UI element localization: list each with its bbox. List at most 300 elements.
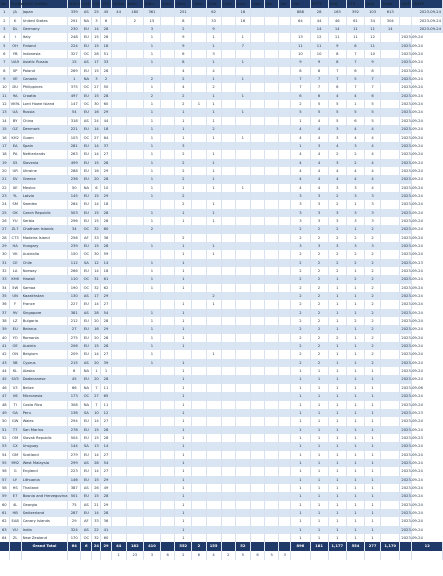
- cell-digi: 1: [365, 401, 381, 409]
- table-row[interactable]: [0, 259, 443, 267]
- table-row[interactable]: [0, 150, 443, 158]
- cell-ft8: 1: [346, 451, 364, 459]
- cell-ssb: 1: [328, 367, 346, 375]
- table-row[interactable]: [0, 401, 443, 409]
- col-header-6m[interactable]: 6m: [265, 0, 279, 8]
- cell-dxcc: 327: [68, 50, 81, 58]
- cell-6m: [265, 442, 279, 450]
- cell-itu: 12: [101, 409, 111, 417]
- cell-itu: 60: [101, 225, 111, 233]
- table-row[interactable]: [0, 392, 443, 400]
- table-row[interactable]: [0, 225, 443, 233]
- cell-nr: 6: [0, 50, 9, 58]
- total-cell-ft8: 554: [346, 542, 364, 550]
- cell-30m: 9: [175, 42, 192, 50]
- cell-ft8: 3: [346, 217, 364, 225]
- cell-ssb: 5: [328, 108, 346, 116]
- cell-nr: 49: [0, 409, 9, 417]
- cell-dxcc-entity: Slovak Republic: [21, 434, 67, 442]
- cell-total: [381, 459, 400, 467]
- cell-80m: [126, 150, 143, 158]
- cell-ft8: 4: [346, 175, 364, 183]
- cell-20m: [192, 300, 206, 308]
- cell-10m: [250, 167, 264, 175]
- table-row[interactable]: [0, 117, 443, 125]
- table-row[interactable]: [0, 434, 443, 442]
- cell-12m: [235, 259, 250, 267]
- cell-itu: 59: [101, 250, 111, 258]
- table-row[interactable]: [0, 359, 443, 367]
- cell-12m: [235, 350, 250, 358]
- col-header-80m[interactable]: 80m: [126, 0, 143, 8]
- cell-total: 613: [381, 8, 400, 16]
- cell-30m: 4: [175, 83, 192, 91]
- col-header-ssb[interactable]: SSB: [328, 0, 346, 8]
- total-cell-cnt: 6: [81, 542, 92, 550]
- cell-nr: 2: [0, 17, 9, 25]
- table-row[interactable]: [0, 250, 443, 258]
- cell-160m: [111, 184, 126, 192]
- cell-12m: [235, 509, 250, 517]
- cell-6m: [265, 426, 279, 434]
- table-row[interactable]: [0, 159, 443, 167]
- cell-qrp: 2023-09-24: [400, 142, 412, 150]
- cell-80m: [126, 300, 143, 308]
- cell-6m: [265, 184, 279, 192]
- col-header-17m[interactable]: 17m: [206, 0, 221, 8]
- cell-160m: [111, 267, 126, 275]
- cell-15m: [221, 75, 235, 83]
- cell-cw: 2: [291, 317, 310, 325]
- cell-total: [381, 492, 400, 500]
- table-row[interactable]: [0, 234, 443, 242]
- col-header-15m[interactable]: 15m: [221, 0, 235, 8]
- cell-digi: 1: [365, 534, 381, 542]
- cell-total: [381, 250, 400, 258]
- cell-80m: [126, 467, 143, 475]
- cell-40m: [161, 42, 175, 50]
- total-cell-30m: 552: [175, 542, 192, 550]
- cell-rtty: 2: [310, 325, 328, 333]
- cell-ft8: 4: [346, 134, 364, 142]
- cell-60m: 1: [143, 217, 160, 225]
- cell-15m: [221, 334, 235, 342]
- cell-6m: [265, 67, 279, 75]
- cell-60m: [143, 501, 160, 509]
- cell-itu: 51: [101, 50, 111, 58]
- cell-prefix: DL: [9, 25, 21, 33]
- cell-6m: [265, 275, 279, 283]
- cell-prefix: GM: [9, 451, 21, 459]
- col-header-60m[interactable]: 60m: [143, 0, 160, 8]
- cell-nr: 37: [0, 309, 9, 317]
- cell-dxcc-entity: Ukraine: [21, 167, 67, 175]
- table-row[interactable]: [0, 526, 443, 534]
- cell-cnt: OC: [81, 284, 92, 292]
- cell-2m: [279, 384, 291, 392]
- cell-10m: [250, 159, 264, 167]
- cell-digi: 7: [365, 75, 381, 83]
- cell-prefix: SV5: [9, 375, 21, 383]
- table-row[interactable]: [0, 25, 443, 33]
- table-row[interactable]: [0, 292, 443, 300]
- cell-17m: 2: [206, 83, 221, 91]
- cell-dxcc-entity: Japan: [21, 8, 67, 16]
- table-row[interactable]: [0, 409, 443, 417]
- table-row[interactable]: [0, 167, 443, 175]
- cell-17m: [206, 375, 221, 383]
- cell-2m: [279, 167, 291, 175]
- cell-dxcc-entity: San Marino: [21, 426, 67, 434]
- cell-prefix: UN: [9, 292, 21, 300]
- cell-2m: [279, 409, 291, 417]
- cell-60m: [143, 417, 160, 425]
- cell-160m: [111, 476, 126, 484]
- subtotal-cell-total: [381, 551, 400, 560]
- table-row[interactable]: [0, 534, 443, 542]
- table-row[interactable]: [0, 209, 443, 217]
- table-row[interactable]: [0, 417, 443, 425]
- cell-10m: [250, 267, 264, 275]
- cell-80m: [126, 426, 143, 434]
- cell-cq: 15: [92, 159, 101, 167]
- cell-digi: 2: [365, 350, 381, 358]
- table-row[interactable]: [0, 442, 443, 450]
- table-row[interactable]: [0, 350, 443, 358]
- cell-12m: 1: [235, 58, 250, 66]
- table-row[interactable]: [0, 426, 443, 434]
- cell-10m: [250, 242, 264, 250]
- cell-40m: [161, 526, 175, 534]
- cell-17m: [206, 509, 221, 517]
- table-row[interactable]: [0, 134, 443, 142]
- cell-qrp: 2023-09-24: [400, 501, 412, 509]
- cell-rtty: 10: [310, 50, 328, 58]
- cell-ssb: 3: [328, 159, 346, 167]
- cell-ft8: 1: [346, 309, 364, 317]
- cell-60m: 361: [143, 8, 160, 16]
- table-row[interactable]: [0, 200, 443, 208]
- cell-qrp: 2023-09-24: [400, 292, 412, 300]
- col-header-cw[interactable]: CW: [291, 0, 310, 8]
- cell-40m: [161, 142, 175, 150]
- cell-10m: [250, 325, 264, 333]
- cell-17m: 1: [206, 350, 221, 358]
- col-header-qrp[interactable]: QRP: [400, 0, 412, 8]
- table-row[interactable]: [0, 33, 443, 41]
- cell-17m: [206, 225, 221, 233]
- cell-dxcc: 170: [68, 534, 81, 542]
- cell-itu: 28: [101, 334, 111, 342]
- col-header-prefix[interactable]: Prefix: [9, 0, 21, 8]
- col-header-date[interactable]: DATE: [412, 0, 443, 8]
- cell-40m: [161, 275, 175, 283]
- cell-60m: 3: [143, 25, 160, 33]
- cell-ssb: 14: [328, 25, 346, 33]
- cell-17m: [206, 275, 221, 283]
- cell-60m: [143, 434, 160, 442]
- cell-total: [381, 384, 400, 392]
- cell-total: [381, 359, 400, 367]
- col-header-dxcc-entity[interactable]: DXCC Entity: [21, 0, 67, 8]
- cell-prefix: 9M2: [9, 459, 21, 467]
- table-row[interactable]: [0, 192, 443, 200]
- col-header-10m[interactable]: 10m: [250, 0, 264, 8]
- cell-cw: 2: [291, 300, 310, 308]
- cell-cw: 2: [291, 350, 310, 358]
- cell-40m: [161, 426, 175, 434]
- cell-17m: [206, 517, 221, 525]
- cell-cnt: AS: [81, 58, 92, 66]
- cell-30m: 1: [175, 108, 192, 116]
- cell-160m: [111, 300, 126, 308]
- cell-80m: [126, 334, 143, 342]
- table-row[interactable]: [0, 467, 443, 475]
- col-header-160m[interactable]: 160m: [111, 0, 126, 8]
- cell-17m: 1: [206, 250, 221, 258]
- table-row[interactable]: [0, 375, 443, 383]
- cell-qrp: 2023-09-24: [400, 284, 412, 292]
- cell-10m: [250, 484, 264, 492]
- cell-15m: [221, 192, 235, 200]
- cell-17m: 1: [206, 159, 221, 167]
- cell-digi: 1: [365, 501, 381, 509]
- cell-2m: [279, 175, 291, 183]
- cell-dxcc-entity: Netherlands: [21, 150, 67, 158]
- cell-60m: 1: [143, 275, 160, 283]
- cell-qrp: 2023-09-24: [400, 517, 412, 525]
- cell-10m: [250, 125, 264, 133]
- table-row[interactable]: [0, 142, 443, 150]
- cell-itu: 50: [101, 83, 111, 91]
- cell-cq: 14: [92, 509, 101, 517]
- table-row[interactable]: [0, 509, 443, 517]
- cell-20m: [192, 159, 206, 167]
- col-header-dxcc[interactable]: DXCC: [68, 0, 81, 8]
- cell-total: [381, 367, 400, 375]
- cell-40m: [161, 75, 175, 83]
- cell-total: [381, 267, 400, 275]
- cell-160m: [111, 242, 126, 250]
- table-row[interactable]: [0, 300, 443, 308]
- cell-40m: [161, 67, 175, 75]
- table-row[interactable]: [0, 451, 443, 459]
- cell-cnt: OC: [81, 275, 92, 283]
- table-row[interactable]: [0, 83, 443, 91]
- subtotal-cell-itu: [101, 551, 111, 560]
- cell-60m: [143, 476, 160, 484]
- cell-15m: [221, 242, 235, 250]
- cell-17m: 2: [206, 125, 221, 133]
- cell-qrp: 2023-09-24: [400, 159, 412, 167]
- table-row[interactable]: [0, 325, 443, 333]
- table-row[interactable]: [0, 367, 443, 375]
- cell-digi: 1: [365, 426, 381, 434]
- cell-ft8: 1: [346, 501, 364, 509]
- cell-30m: 2: [175, 167, 192, 175]
- cell-15m: [221, 317, 235, 325]
- cell-ft8: 1: [346, 492, 364, 500]
- cell-total: [381, 401, 400, 409]
- col-header-2m[interactable]: 2m: [279, 0, 291, 8]
- table-row[interactable]: [0, 125, 443, 133]
- cell-prefix: YL: [9, 192, 21, 200]
- cell-2m: [279, 108, 291, 116]
- cell-60m: [143, 250, 160, 258]
- cell-20m: [192, 284, 206, 292]
- cell-2m: [279, 134, 291, 142]
- cell-nr: 60: [0, 501, 9, 509]
- cell-40m: [161, 509, 175, 517]
- cell-10m: [250, 342, 264, 350]
- col-header-itu[interactable]: ITU: [101, 0, 111, 8]
- cell-6m: [265, 42, 279, 50]
- table-row[interactable]: [0, 284, 443, 292]
- cell-dxcc: 281: [68, 142, 81, 150]
- table-row[interactable]: [0, 334, 443, 342]
- table-row[interactable]: [0, 317, 443, 325]
- cell-itu: 18: [101, 267, 111, 275]
- subtotal-cell-2m: 3: [279, 551, 291, 560]
- table-row[interactable]: [0, 217, 443, 225]
- table-row[interactable]: [0, 100, 443, 108]
- cell-total: [381, 426, 400, 434]
- cell-prefix: UA: [9, 108, 21, 116]
- col-header-total[interactable]: Total: [381, 0, 400, 8]
- cell-40m: [161, 459, 175, 467]
- table-row[interactable]: [0, 384, 443, 392]
- cell-cq: 15: [92, 342, 101, 350]
- table-row[interactable]: [0, 342, 443, 350]
- cell-80m: [126, 451, 143, 459]
- cell-cw: 7: [291, 83, 310, 91]
- cell-12m: [235, 334, 250, 342]
- cell-15m: [221, 459, 235, 467]
- col-header-cnt[interactable]: Cnt: [81, 0, 92, 8]
- cell-cq: 14: [92, 125, 101, 133]
- cell-160m: [111, 392, 126, 400]
- cell-itu: 28: [101, 509, 111, 517]
- cell-itu: 27: [101, 467, 111, 475]
- cell-dxcc-entity: Thailand: [21, 484, 67, 492]
- table-row[interactable]: [0, 17, 443, 25]
- cell-ssb: 4: [328, 92, 346, 100]
- col-header-cq[interactable]: CQ: [92, 0, 101, 8]
- cell-2m: [279, 33, 291, 41]
- col-header-20m[interactable]: 20m: [192, 0, 206, 8]
- table-row[interactable]: [0, 58, 443, 66]
- cell-10m: [250, 225, 264, 233]
- cell-digi: 2: [365, 267, 381, 275]
- table-row[interactable]: [0, 492, 443, 500]
- col-header-rtty[interactable]: RTTY: [310, 0, 328, 8]
- cell-6m: [265, 234, 279, 242]
- cell-cw: 1: [291, 384, 310, 392]
- cell-cnt: EU: [81, 375, 92, 383]
- cell-17m: [206, 367, 221, 375]
- table-row[interactable]: [0, 50, 443, 58]
- cell-20m: [192, 325, 206, 333]
- cell-80m: [126, 92, 143, 100]
- cell-10m: [250, 300, 264, 308]
- table-row[interactable]: [0, 484, 443, 492]
- cell-15m: [221, 359, 235, 367]
- cell-cw: 1: [291, 417, 310, 425]
- cell-nr: 31: [0, 259, 9, 267]
- cell-60m: [143, 234, 160, 242]
- cell-160m: [111, 167, 126, 175]
- col-header-30m[interactable]: 30m: [175, 0, 192, 8]
- col-header-digi[interactable]: Digi: [365, 0, 381, 8]
- table-row[interactable]: [0, 275, 443, 283]
- cell-total: [381, 125, 400, 133]
- table-row[interactable]: [0, 75, 443, 83]
- cell-cq: 25: [92, 8, 101, 16]
- subtotal-cell-ssb: [328, 551, 346, 560]
- cell-10m: [250, 350, 264, 358]
- table-row[interactable]: [0, 459, 443, 467]
- cell-ft8: 1: [346, 517, 364, 525]
- table-row[interactable]: [0, 501, 443, 509]
- cell-10m: [250, 17, 264, 25]
- cell-cq: 24: [92, 117, 101, 125]
- cell-dxcc-entity: United States: [21, 17, 67, 25]
- table-row[interactable]: [0, 92, 443, 100]
- cell-20m: [192, 234, 206, 242]
- table-row[interactable]: [0, 267, 443, 275]
- col-header-ft8[interactable]: FT8: [346, 0, 364, 8]
- cell-digi: 3: [365, 217, 381, 225]
- cell-qrp: 2023-09-24: [400, 375, 412, 383]
- cell-10m: [250, 367, 264, 375]
- cell-20m: [192, 259, 206, 267]
- cell-30m: 1: [175, 451, 192, 459]
- cell-12m: [235, 100, 250, 108]
- col-header-40m[interactable]: 40m: [161, 0, 175, 8]
- cell-total: [381, 434, 400, 442]
- table-row[interactable]: [0, 8, 443, 16]
- cell-15m: [221, 142, 235, 150]
- table-row[interactable]: [0, 309, 443, 317]
- table-row[interactable]: [0, 108, 443, 116]
- table-row[interactable]: [0, 42, 443, 50]
- cell-digi: 1: [365, 459, 381, 467]
- table-row[interactable]: [0, 67, 443, 75]
- cell-6m: [265, 117, 279, 125]
- cell-80m: [126, 217, 143, 225]
- table-row[interactable]: [0, 184, 443, 192]
- cell-prefix: ON: [9, 350, 21, 358]
- col-header-nr[interactable]: Nr: [0, 0, 9, 8]
- table-row[interactable]: [0, 175, 443, 183]
- cell-12m: 7: [235, 42, 250, 50]
- cell-17m: [206, 426, 221, 434]
- cell-30m: 1: [175, 401, 192, 409]
- cell-qrp: 2023-09-24: [400, 167, 412, 175]
- cell-cw: 1: [291, 409, 310, 417]
- cell-6m: [265, 259, 279, 267]
- cell-15m: [221, 92, 235, 100]
- cell-80m: [126, 442, 143, 450]
- cell-10m: [250, 392, 264, 400]
- table-row[interactable]: [0, 242, 443, 250]
- table-row[interactable]: [0, 517, 443, 525]
- cell-12m: [235, 142, 250, 150]
- cell-nr: 9: [0, 75, 9, 83]
- table-row[interactable]: [0, 476, 443, 484]
- col-header-12m[interactable]: 12m: [235, 0, 250, 8]
- cell-12m: [235, 367, 250, 375]
